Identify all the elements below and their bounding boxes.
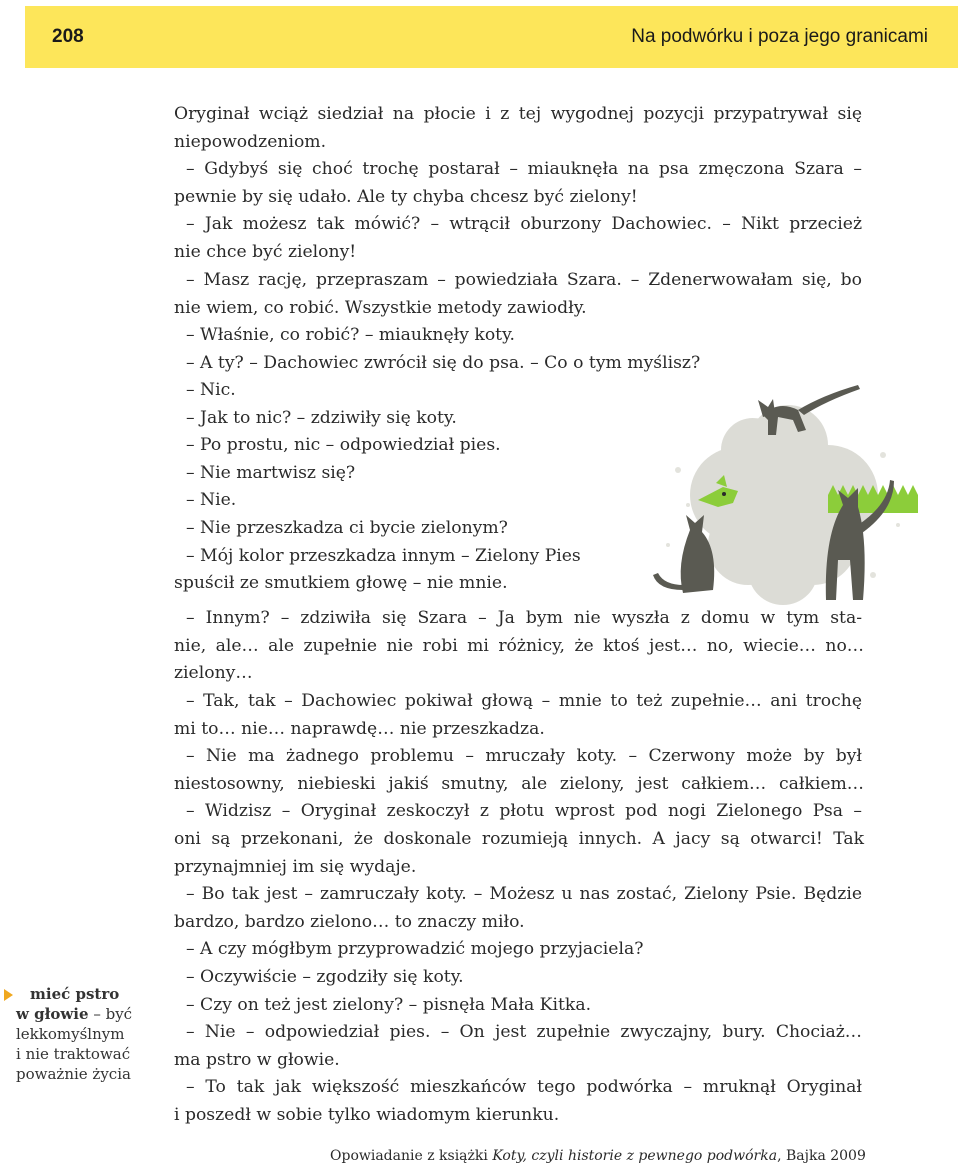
dog-eye	[722, 492, 726, 496]
text-line: – Nie – odpowiedział pies. – On jest zupełnie zwyczajny, bury. Chociaż…	[186, 1022, 862, 1042]
gloss-definition-line4: poważnie życia	[16, 1065, 131, 1083]
cats-and-green-dog-illustration	[628, 375, 918, 610]
chapter-title: Na podwórku i poza jego granicami	[631, 26, 928, 47]
text-line: – Nic.	[186, 380, 236, 400]
gloss-definition-line2: lekkomyślnym	[16, 1025, 125, 1043]
text-line: – Masz rację, przepraszam – powiedziała Szara. – Zdenerwowałam się, bo	[186, 270, 862, 290]
gloss-term-line2: w głowie	[16, 1005, 89, 1023]
text-line: – Nie.	[186, 490, 237, 510]
gloss-definition-line1: – być	[88, 1005, 133, 1023]
text-line: i poszedł w sobie tylko wiadomym kierunku.	[174, 1105, 560, 1125]
text-line: – A ty? – Dachowiec zwrócił się do psa. – Co o tym myślisz?	[186, 353, 701, 373]
text-line: – Właśnie, co robić? – miauknęły koty.	[186, 325, 515, 345]
gloss-bullet-icon	[4, 989, 13, 1001]
text-line: Oryginał wciąż siedział na płocie i z tej wygodnej pozycji przypatrywał się	[174, 104, 862, 124]
text-line: niestosowny, niebieski jakiś smutny, ale zielony, jest całkiem… całkiem…	[174, 774, 864, 794]
text-line: nie, ale… ale zupełnie nie robi mi różnicy, że ktoś jest… no, wiecie… no…	[174, 636, 864, 656]
text-line: – Oczywiście – zgodziły się koty.	[186, 967, 464, 987]
text-line: – Czy on też jest zielony? – pisnęła Mała Kitka.	[186, 995, 592, 1015]
margin-gloss	[6, 984, 158, 1084]
text-line: przynajmniej im się wydaje.	[174, 857, 417, 877]
text-line: ma pstro w głowie.	[174, 1050, 340, 1070]
text-line: – Gdybyś się choć trochę postarał – miauknęła na psa zmęczona Szara –	[186, 159, 862, 179]
text-line: – Tak, tak – Dachowiec pokiwał głową – mnie to też zupełnie… ani trochę	[186, 691, 862, 711]
text-line: zielony…	[174, 663, 253, 683]
page-number: 208	[52, 26, 84, 47]
text-line: nie chce być zielony!	[174, 242, 357, 262]
text-line: – Nie przeszkadza ci bycie zielonym?	[186, 518, 508, 538]
gloss-definition-line3: i nie traktować	[16, 1045, 131, 1063]
text-line: pewnie by się udało. Ale ty chyba chcesz być zielony!	[174, 187, 638, 207]
text-line: – To tak jak większość mieszkańców tego podwórka – mruknął Oryginał	[186, 1077, 862, 1097]
text-line: – Bo tak jest – zamruczały koty. – Możesz u nas zostać, Zielony Psie. Będzie	[186, 884, 862, 904]
text-line: niepowodzeniom.	[174, 132, 327, 152]
source-suffix: , Bajka 2009	[777, 1148, 866, 1164]
text-line: – Nie ma żadnego problemu – mruczały koty. – Czerwony może by był	[186, 746, 862, 766]
text-line: nie wiem, co robić. Wszystkie metody zawiodły.	[174, 298, 587, 318]
source-citation	[330, 1148, 866, 1164]
text-line: – A czy mógłbym przyprowadzić mojego przyjaciela?	[186, 939, 644, 959]
source-title: Koty, czyli historie z pewnego podwórka	[492, 1148, 778, 1164]
text-line: – Po prostu, nic – odpowiedział pies.	[186, 435, 501, 455]
text-line: oni są przekonani, że doskonale rozumieją innych. A jacy są otwarci! Tak	[174, 829, 864, 849]
text-line: – Jak możesz tak mówić? – wtrącił oburzony Dachowiec. – Nikt przecież	[186, 214, 862, 234]
page-header	[25, 6, 958, 68]
text-line: bardzo, bardzo zielono… to znaczy miło.	[174, 912, 525, 932]
text-line: – Nie martwisz się?	[186, 463, 356, 483]
source-prefix: Opowiadanie z książki	[330, 1148, 493, 1164]
text-line: – Widzisz – Oryginał zeskoczył z płotu wprost pod nogi Zielonego Psa –	[186, 801, 862, 821]
text-line: mi to… nie… naprawdę… nie przeszkadza.	[174, 719, 545, 739]
text-line: – Jak to nic? – zdziwiły się koty.	[186, 408, 457, 428]
text-line: – Mój kolor przeszkadza innym – Zielony Pies	[186, 546, 581, 566]
text-line: spuścił ze smutkiem głowę – nie mnie.	[174, 573, 508, 593]
text-line: – Innym? – zdziwiła się Szara – Ja bym nie wyszła z domu w tym sta-	[186, 608, 862, 628]
gloss-term-line1: mieć pstro	[30, 985, 120, 1003]
